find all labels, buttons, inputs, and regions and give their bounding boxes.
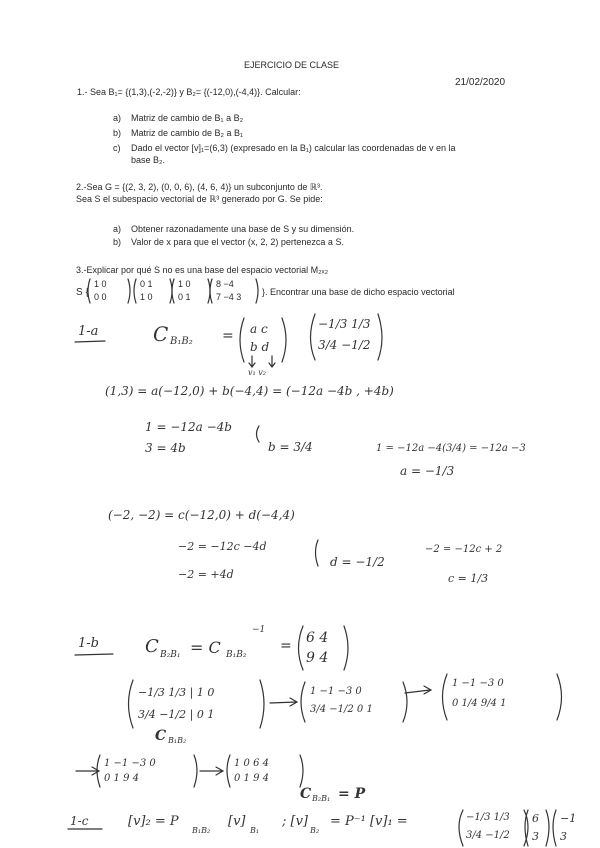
system2-c-value: c = 1/3 <box>448 572 489 585</box>
matrix-values-row2: 3/4 −1/2 <box>318 338 371 352</box>
matrix-3-row1: 1 0 <box>178 279 191 289</box>
augmented-matrix-3-row1: 1 −1 −3 0 <box>452 678 504 689</box>
final-matrix-row2: 3/4 −1/2 <box>466 830 510 841</box>
exercise-1-item-b-letter: b) <box>113 128 122 138</box>
matrix-4-row1: 8 −4 <box>216 279 234 289</box>
change-matrix-b1b2-subscript: B₁B₂ <box>170 336 193 347</box>
result-matrix-row2: 9 4 <box>306 650 329 666</box>
exercise-1-item-a-text: Matriz de cambio de B₁ a B₂ <box>131 113 244 123</box>
coordinates-vector-b2: ; [v] <box>282 814 308 829</box>
solution-1c-label: 1-c <box>70 814 89 828</box>
exercise-1-item-b-text: Matriz de cambio de B₂ a B₁ <box>131 128 244 138</box>
augmented-matrix-4-row2: 0 1 9 4 <box>104 773 139 784</box>
coordinates-vector-sub: B₁ <box>250 826 260 835</box>
exercise-2-line2: Sea S el subespacio vectorial de ℝ³ generado por G. Se pide: <box>76 194 323 204</box>
augmented-matrix-2-row1: 1 −1 −3 0 <box>310 686 362 697</box>
augmented-5-label-subscript: B₂B₁ <box>312 794 331 803</box>
augmented-matrix-3-row2: 0 1/4 9/4 1 <box>452 698 507 709</box>
column-vector-labels: v₁ v₂ <box>248 368 266 377</box>
matrix-abcd-row2: b d <box>250 340 270 354</box>
augmented-matrix-5-row2: 0 1 9 4 <box>234 773 269 784</box>
change-matrix-b2b1-symbol: C <box>145 636 159 657</box>
equation-1: (1,3) = a(−12,0) + b(−4,4) = (−12a −4b , +4b) <box>105 384 394 398</box>
exercise-2-item-a-letter: a) <box>113 224 122 234</box>
final-vector-row2: 3 <box>532 830 539 843</box>
exercise-3-intro: 3.-Explicar por qué S no es una base del espacio vectorial M₂ₓ₂ <box>76 265 329 275</box>
exercise-1-item-c-text: Dado el vector [v]₁=(6,3) (expresado en la B₁) calcular las coordenadas de v en la <box>131 143 456 153</box>
final-vector-row1: 6 <box>532 812 539 825</box>
solution-1a-label: 1-a <box>78 324 99 339</box>
system1-b-value: b = 3/4 <box>268 440 313 454</box>
result-matrix-row1: 6 4 <box>306 630 329 646</box>
matrix-1-row1: 1 0 <box>94 279 107 289</box>
document-date: 21/02/2020 <box>455 77 506 88</box>
coordinates-vector: [v] <box>228 814 246 829</box>
matrix-2-row2: 1 0 <box>140 292 153 302</box>
inverse-relation: = C <box>190 638 221 657</box>
coordinates-equation-sub: B₁B₂ <box>192 826 211 835</box>
exercise-2-item-b-letter: b) <box>113 237 122 247</box>
augmented-matrix-1-row1: −1/3 1/3 | 1 0 <box>138 686 215 699</box>
matrix-2-row1: 0 1 <box>140 279 153 289</box>
augmented-matrix-5-row1: 1 0 6 4 <box>234 758 269 769</box>
exercise-3-set-label: S { <box>76 287 89 298</box>
augmented-5-label-c: C <box>300 786 312 802</box>
equals-sign-2: = <box>280 638 292 654</box>
matrix-values-row1: −1/3 1/3 <box>318 317 371 331</box>
final-matrix-row1: −1/3 1/3 <box>466 812 510 823</box>
augmented-5-equals-p: = P <box>338 786 366 802</box>
exercise-2-item-a-text: Obtener razonadamente una base de S y su dimensión. <box>131 224 355 234</box>
exercise-1-item-c-letter: c) <box>113 143 121 153</box>
exercise-1-item-a-letter: a) <box>113 113 122 123</box>
exercise-2-item-b-text: Valor de x para que el vector (x, 2, 2) pertenezca a S. <box>131 237 344 247</box>
coordinates-vector-b2-sub: B₂ <box>310 826 320 835</box>
system2-line1: −2 = −12c −4d <box>178 540 267 553</box>
system2-line2: −2 = +4d <box>178 568 234 581</box>
final-result-row1: −1 <box>560 812 577 825</box>
system2-d-value: d = −1/2 <box>330 555 385 569</box>
system2-substitution: −2 = −12c + 2 <box>425 544 503 555</box>
matrix-4-row2: 7 −4 3 <box>216 292 242 302</box>
change-matrix-b2b1-subscript: B₂B₁ <box>160 650 181 660</box>
system1-line1: 1 = −12a −4b <box>145 420 232 434</box>
system1-substitution: 1 = −12a −4(3/4) = −12a −3 <box>376 443 526 454</box>
exercise-3-tail: }. Encontrar una base de dicho espacio vectorial <box>262 287 455 297</box>
inverse-exponent: −1 <box>252 625 266 635</box>
change-matrix-b1b2-symbol: C <box>153 322 169 346</box>
inverse-relation-subscript: B₁B₂ <box>226 650 247 660</box>
augmented-matrix-2-row2: 3/4 −1/2 0 1 <box>310 704 373 715</box>
matrix-1-row2: 0 0 <box>94 292 107 302</box>
page-title: EJERCICIO DE CLASE <box>244 60 340 70</box>
equation-2: (−2, −2) = c(−12,0) + d(−4,4) <box>108 508 295 522</box>
augmented-label-subscript: B₁B₂ <box>168 736 187 745</box>
exercise-2-intro: 2.-Sea G = {(2, 3, 2), (0, 0, 6), (4, 6, 4)} un subconjunto de ℝ³. <box>76 182 323 192</box>
coordinates-equation: [v]₂ = P <box>128 814 179 829</box>
matrix-abcd-row1: a c <box>250 322 268 336</box>
equals-sign: = <box>222 328 234 344</box>
matrix-3-row2: 0 1 <box>178 292 191 302</box>
solution-1b-label: 1-b <box>78 636 99 651</box>
exercise-1-intro: 1.- Sea B₁= {(1,3),(-2,-2)} y B₂= {(-12,0),(-4,4)}. Calcular: <box>77 87 301 97</box>
system1-line2: 3 = 4b <box>145 441 186 455</box>
exercise-1-item-c-continued: base B₂. <box>131 155 166 165</box>
system1-a-value: a = −1/3 <box>400 464 455 478</box>
coordinates-inverse-relation: = P⁻¹ [v]₁ = <box>330 814 408 829</box>
augmented-matrix-4-row1: 1 −1 −3 0 <box>104 758 156 769</box>
augmented-matrix-1-row2: 3/4 −1/2 | 0 1 <box>138 708 215 721</box>
final-result-row2: 3 <box>560 830 567 843</box>
augmented-label-c: C <box>155 728 167 744</box>
